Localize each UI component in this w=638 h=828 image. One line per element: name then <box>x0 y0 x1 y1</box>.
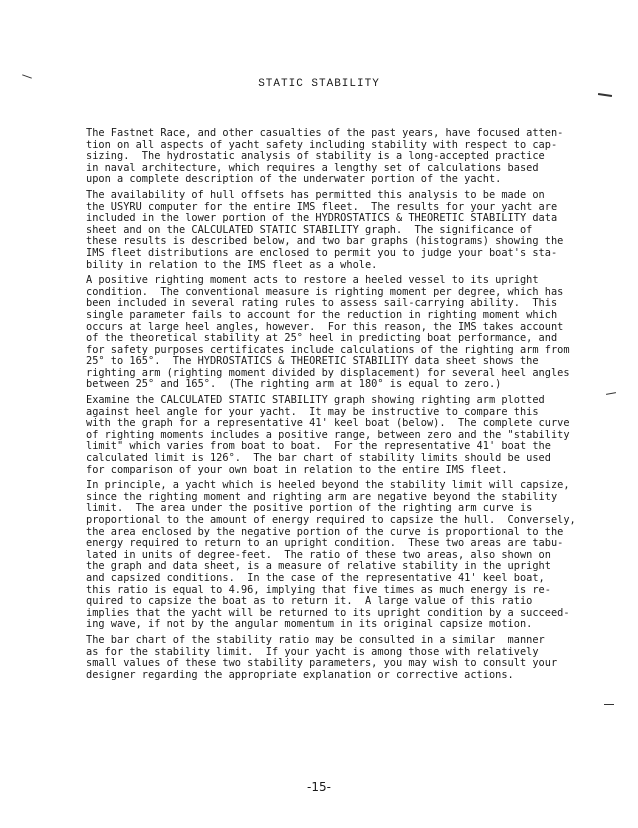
text-line: the area enclosed by the negative portion of the curve is proportional to the <box>86 525 564 538</box>
paragraph <box>86 635 606 681</box>
text-line: ing wave, if not by the angular momentum in its original capsize motion. <box>86 618 533 631</box>
text-line: lated in units of degree-feet. The ratio of these two areas, also shown on <box>86 548 551 561</box>
text-line: single parameter fails to account for the reduction in righting moment which <box>86 308 558 321</box>
text-line: The Fastnet Race, and other casualties of the past years, have focused atten- <box>86 127 564 139</box>
text-line: designer regarding the appropriate explanation or corrective actions. <box>86 668 514 681</box>
text-line: energy required to return to an upright condition. These two areas are tabu- <box>86 537 564 550</box>
text-line: proportional to the amount of energy required to capsize the hull. Conversely, <box>86 514 576 526</box>
text-line: for comparison of your own boat in relation to the entire IMS fleet. <box>86 463 508 476</box>
paragraph <box>86 395 606 476</box>
text-line: since the righting moment and righting arm are negative beyond the stability <box>86 490 558 503</box>
text-line: the graph and data sheet, is a measure of relative stability in the upright <box>86 560 551 573</box>
text-line: for safety purposes certificates include calculations of the righting arm from <box>86 343 570 356</box>
text-line: these results is described below, and two bar graphs (histograms) showing the <box>86 235 564 248</box>
text-line: condition. The conventional measure is righting moment per degree, which has <box>86 285 564 298</box>
text-line: of the theoretical stability at 25° heel in predicting boat performance, and <box>86 332 558 345</box>
text-line: implies that the yacht will be returned to its upright condition by a succeed- <box>86 606 570 619</box>
text-line: The availability of hull offsets has permitted this analysis to be made on <box>86 188 545 201</box>
scan-mark <box>604 704 614 705</box>
paragraph <box>86 480 606 631</box>
paragraph <box>86 275 606 391</box>
text-line: A positive righting moment acts to restore a heeled vessel to its upright <box>86 274 539 287</box>
text-line: calculated limit is 126°. The bar chart of stability limits should be used <box>86 452 551 465</box>
text-line: against heel angle for your yacht. It may be instructive to compare this <box>86 405 539 418</box>
scan-mark <box>598 93 612 97</box>
page-number: -15- <box>307 780 331 794</box>
text-line: as for the stability limit. If your yacht is among those with relatively <box>86 645 539 658</box>
text-line: in naval architecture, which requires a lengthy set of calculations based <box>86 161 539 174</box>
body-text <box>86 128 606 685</box>
text-line: In principle, a yacht which is heeled beyond the stability limit will capsize, <box>86 479 570 492</box>
page-title: STATIC STABILITY <box>258 78 380 90</box>
text-line: limit" which varies from boat to boat. For the representative 41' boat the <box>86 440 551 453</box>
text-line: with the graph for a representative 41' keel boat (below). The complete curve <box>86 417 570 430</box>
text-line: between 25° and 165°. (The righting arm at 180° is equal to zero.) <box>86 378 502 391</box>
text-line: of righting moments includes a positive range, between zero and the "stability <box>86 428 570 441</box>
text-line: this ratio is equal to 4.96, implying that five times as much energy is re- <box>86 583 551 596</box>
text-line: righting arm (righting moment divided by displacement) for several heel angles <box>86 366 570 379</box>
text-line: sizing. The hydrostatic analysis of stability is a long-accepted practice <box>86 150 545 163</box>
text-line: occurs at large heel angles, however. For this reason, the IMS takes account <box>86 320 564 333</box>
paragraph <box>86 128 606 186</box>
text-line: included in the lower portion of the HYDROSTATICS & THEORETIC STABILITY data <box>86 212 558 225</box>
text-line: quired to capsize the boat as to return it. A large value of this ratio <box>86 595 533 608</box>
text-line: bility in relation to the IMS fleet as a whole. <box>86 258 378 271</box>
text-line: been included in several rating rules to assess sail-carrying ability. This <box>86 297 558 310</box>
text-line: small values of these two stability parameters, you may wish to consult your <box>86 657 558 670</box>
text-line: upon a complete description of the underwater portion of the yacht. <box>86 173 502 186</box>
text-line: Examine the CALCULATED STATIC STABILITY graph showing righting arm plotted <box>86 394 545 407</box>
text-line: The bar chart of the stability ratio may be consulted in a similar manner <box>86 633 545 646</box>
text-line: IMS fleet distributions are enclosed to permit you to judge your boat's sta- <box>86 246 558 259</box>
text-line: tion on all aspects of yacht safety including stability with respect to cap- <box>86 138 558 151</box>
text-line: limit. The area under the positive portion of the righting arm curve is <box>86 502 533 515</box>
scan-mark <box>606 392 616 395</box>
text-line: the USYRU computer for the entire IMS fleet. The results for your yacht are <box>86 200 558 213</box>
text-line: 25° to 165°. The HYDROSTATICS & THEORETIC STABILITY data sheet shows the <box>86 355 539 368</box>
text-line: and capsized conditions. In the case of the representative 41' keel boat, <box>86 571 545 584</box>
text-line: sheet and on the CALCULATED STATIC STABILITY graph. The significance of <box>86 223 533 236</box>
paragraph <box>86 190 606 271</box>
